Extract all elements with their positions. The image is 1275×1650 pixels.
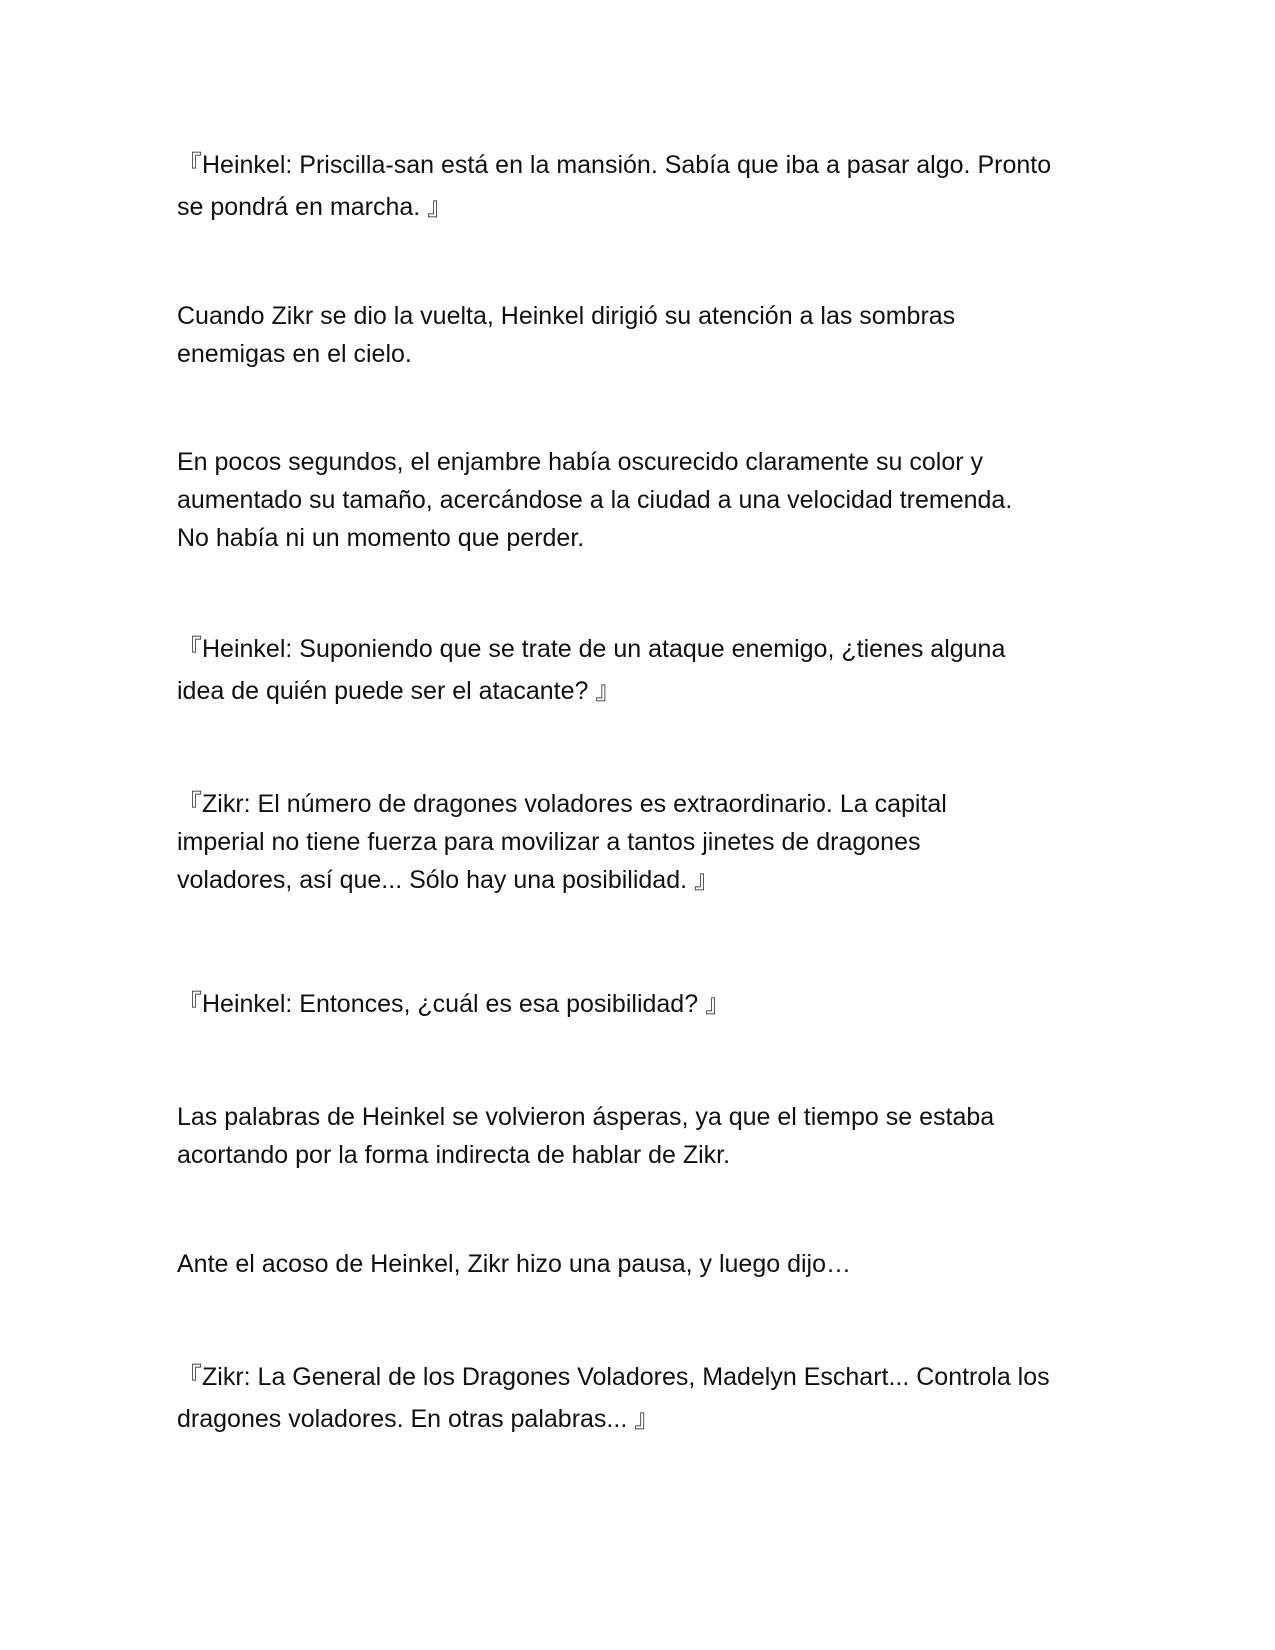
- text-line: 『Heinkel: Entonces, ¿cuál es esa posibilidad? 』: [177, 990, 731, 1018]
- text-line: dragones voladores. En otras palabras... 』: [177, 1405, 660, 1433]
- paragraph-zikr-pause: [177, 1245, 1107, 1283]
- paragraph-zikr-general: [177, 1358, 1107, 1438]
- paragraph-heinkel-words: [177, 1098, 1107, 1174]
- text-line: Cuando Zikr se dio la vuelta, Heinkel dirigió su atención a las sombras: [177, 302, 956, 330]
- text-line: se pondrá en marcha. 』: [177, 193, 453, 221]
- text-line: enemigas en el cielo.: [177, 340, 412, 368]
- paragraph-heinkel-possibility: [177, 985, 1107, 1023]
- text-line: En pocos segundos, el enjambre había oscurecido claramente su color y: [177, 448, 984, 476]
- text-line: voladores, así que... Sólo hay una posibilidad. 』: [177, 866, 720, 894]
- text-line: 『Heinkel: Priscilla-san está en la mansión. Sabía que iba a pasar algo. Pronto: [177, 151, 1052, 179]
- text-line: acortando por la forma indirecta de hablar de Zikr.: [177, 1141, 731, 1169]
- text-line: aumentado su tamaño, acercándose a la ciudad a una velocidad tremenda.: [177, 486, 1013, 514]
- text-line: idea de quién puede ser el atacante? 』: [177, 677, 621, 705]
- text-line: 『Zikr: El número de dragones voladores es extraordinario. La capital: [177, 790, 947, 818]
- paragraph-zikr-dragons: [177, 785, 1107, 899]
- paragraph-zikr-turns: [177, 297, 1107, 373]
- text-line: 『Heinkel: Suponiendo que se trate de un ataque enemigo, ¿tienes alguna: [177, 635, 1006, 663]
- paragraph-heinkel-attack: [177, 630, 1107, 710]
- text-line: imperial no tiene fuerza para movilizar a tantos jinetes de dragones: [177, 828, 921, 856]
- paragraph-swarm: [177, 443, 1107, 557]
- text-line: Ante el acoso de Heinkel, Zikr hizo una pausa, y luego dijo…: [177, 1250, 851, 1278]
- text-line: No había ni un momento que perder.: [177, 524, 585, 552]
- paragraph-heinkel-priscilla: [177, 146, 1107, 226]
- text-line: 『Zikr: La General de los Dragones Voladores, Madelyn Eschart... Controla los: [177, 1363, 1050, 1391]
- text-line: Las palabras de Heinkel se volvieron ásperas, ya que el tiempo se estaba: [177, 1103, 995, 1131]
